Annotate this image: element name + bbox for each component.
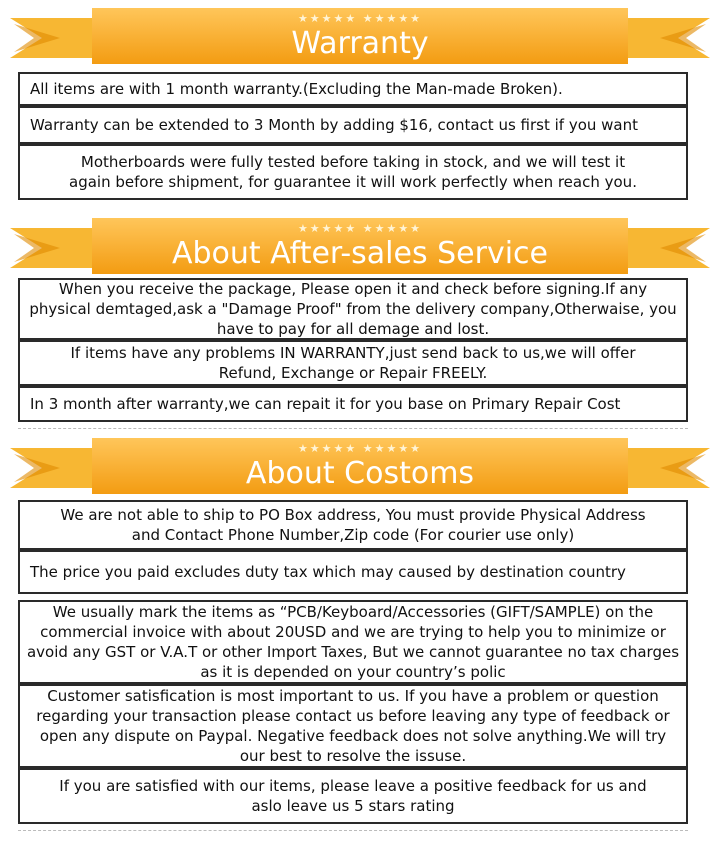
info-box: When you receive the package, Please open it and check before signing.If any physical demtaged,ask a "Damage Proof" from the delivery company,Otherwaise, you have to pay for all demage and lost. (18, 278, 688, 340)
section-title: About After-sales Service (171, 236, 549, 271)
info-box: In 3 month after warranty,we can repait it for you base on Primary Repair Cost (18, 386, 688, 422)
section-title: About Costoms (245, 456, 475, 491)
info-box: All items are with 1 month warranty.(Excluding the Man-made Broken). (18, 72, 688, 106)
customs-banner (0, 436, 720, 500)
info-box: The price you paid excludes duty tax which may caused by destination country (18, 550, 688, 594)
warranty-banner (0, 6, 720, 70)
banner-stars: ★★★★★ ★★★★★ (297, 222, 423, 235)
info-box: If items have any problems IN WARRANTY,just send back to us,we will offer Refund, Exchange or Repair FREELY. (18, 340, 688, 386)
section-title: Warranty (291, 26, 429, 61)
banner-stars: ★★★★★ ★★★★★ (297, 442, 423, 455)
info-box: Warranty can be extended to 3 Month by adding $16, contact us first if you want (18, 106, 688, 144)
info-box: We usually mark the items as “PCB/Keyboard/Accessories (GIFT/SAMPLE) on the commercial invoice with about 20USD and we are trying to help you to minimize or avoid any GST or V.A.T or other Import Taxes, But we cannot guarantee no tax charges as it is depended on your country’s polic (18, 600, 688, 684)
info-box: Customer satisfication is most important to us. If you have a problem or question regarding your transaction please contact us before leaving any type of feedback or open any dispute on Paypal. Negative feedback does not solve anything.We will try our best to resolve the issuse. (18, 684, 688, 768)
info-box: Motherboards were fully tested before taking in stock, and we will test it again before shipment, for guarantee it will work perfectly when reach you. (18, 144, 688, 200)
info-box: If you are satisfied with our items, please leave a positive feedback for us and aslo leave us 5 stars rating (18, 768, 688, 824)
after-sales-banner (0, 216, 720, 280)
divider (18, 428, 688, 429)
info-box: We are not able to ship to PO Box address, You must provide Physical Address and Contact Phone Number,Zip code (For courier use only) (18, 500, 688, 550)
banner-stars: ★★★★★ ★★★★★ (297, 12, 423, 25)
divider (18, 830, 688, 831)
